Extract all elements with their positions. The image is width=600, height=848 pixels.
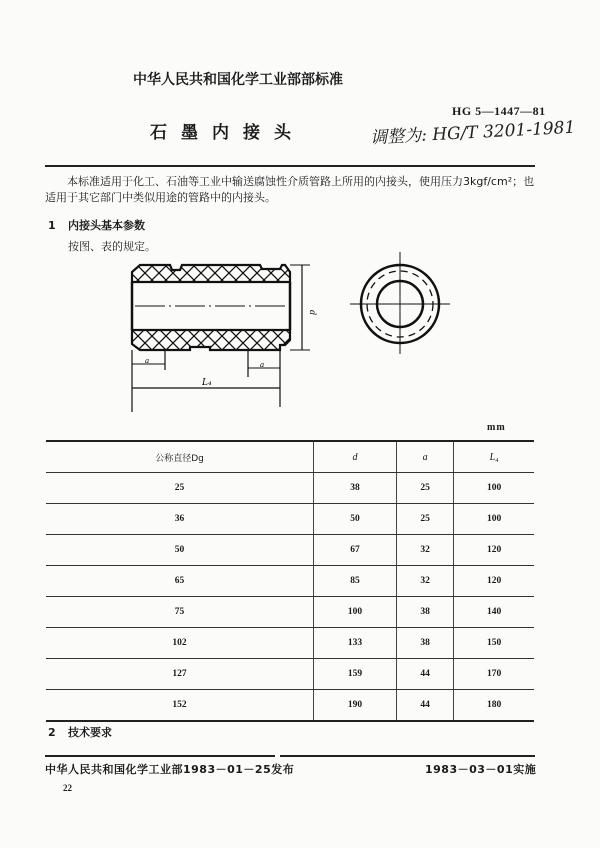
parameters-table <box>46 440 534 722</box>
side-view <box>132 265 310 412</box>
cell: 102 <box>46 628 314 659</box>
section-number: 2 <box>48 726 56 739</box>
section-title: 内接头基本参数 <box>68 219 145 232</box>
intro-paragraph: 本标准适用于化工、石油等工业中输送腐蚀性介质管路上所用的内接头，使用压力3kgf/cm²；也适用于其它部门中类似用途的管路中的内接头。 <box>45 175 535 204</box>
cell: 120 <box>454 535 534 566</box>
handwritten-note: 调整为: HG/T 3201-1981 <box>369 117 576 149</box>
cell: 180 <box>454 690 534 722</box>
label-a-right: a <box>260 361 265 369</box>
section-1-text: 按图、表的规定。 <box>68 240 156 253</box>
cell: 44 <box>397 659 454 690</box>
cell: 50 <box>314 504 397 535</box>
table-row <box>46 473 534 504</box>
cell: 36 <box>46 504 314 535</box>
document-title: 石墨内接头 <box>150 123 305 143</box>
table-unit: mm <box>487 422 506 433</box>
header-L4: L₄ <box>454 441 534 473</box>
footer-divider-left <box>45 755 275 757</box>
cell: 100 <box>454 473 534 504</box>
table-header-row <box>46 441 534 473</box>
joint-drawing <box>110 252 490 412</box>
cell: 85 <box>314 566 397 597</box>
effective-date: 1983－03－01实施 <box>425 763 537 776</box>
cell: 120 <box>454 566 534 597</box>
cell: 75 <box>46 597 314 628</box>
cell: 159 <box>314 659 397 690</box>
cell: 140 <box>454 597 534 628</box>
label-d: d <box>308 310 317 316</box>
cell: 152 <box>46 690 314 722</box>
section-title: 技术要求 <box>68 726 112 739</box>
cell: 127 <box>46 659 314 690</box>
section-2-heading <box>48 724 112 740</box>
cell: 44 <box>397 690 454 722</box>
cell: 100 <box>314 597 397 628</box>
cell: 100 <box>454 504 534 535</box>
cell: 170 <box>454 659 534 690</box>
cell: 32 <box>397 566 454 597</box>
table-row <box>46 535 534 566</box>
table-row <box>46 628 534 659</box>
table-row <box>46 659 534 690</box>
cell: 50 <box>46 535 314 566</box>
cell: 25 <box>397 504 454 535</box>
label-L4: L₄ <box>202 378 212 388</box>
cell: 65 <box>46 566 314 597</box>
header-a: a <box>397 441 454 473</box>
cell: 25 <box>397 473 454 504</box>
cell: 67 <box>314 535 397 566</box>
cell: 133 <box>314 628 397 659</box>
cell: 38 <box>314 473 397 504</box>
organization-title: 中华人民共和国化学工业部部标准 <box>133 72 343 88</box>
section-1-heading <box>48 217 145 233</box>
cell: 150 <box>454 628 534 659</box>
table-row <box>46 597 534 628</box>
header-nominal-diameter: 公称直径Dg <box>46 441 314 473</box>
cell: 190 <box>314 690 397 722</box>
cell: 32 <box>397 535 454 566</box>
table-row <box>46 566 534 597</box>
table-row <box>46 690 534 722</box>
header-d: d <box>314 441 397 473</box>
header-divider <box>45 165 535 167</box>
section-number: 1 <box>48 219 56 232</box>
page-number: 22 <box>63 783 72 793</box>
footer-divider-right <box>280 755 535 757</box>
table-row <box>46 504 534 535</box>
issued-date: 中华人民共和国化学工业部1983－01－25发布 <box>45 763 295 776</box>
cell: 38 <box>397 597 454 628</box>
end-view <box>350 252 450 354</box>
cell: 25 <box>46 473 314 504</box>
standard-code: HG 5—1447—81 <box>452 104 546 118</box>
label-a-left: a <box>145 357 150 365</box>
cell: 38 <box>397 628 454 659</box>
